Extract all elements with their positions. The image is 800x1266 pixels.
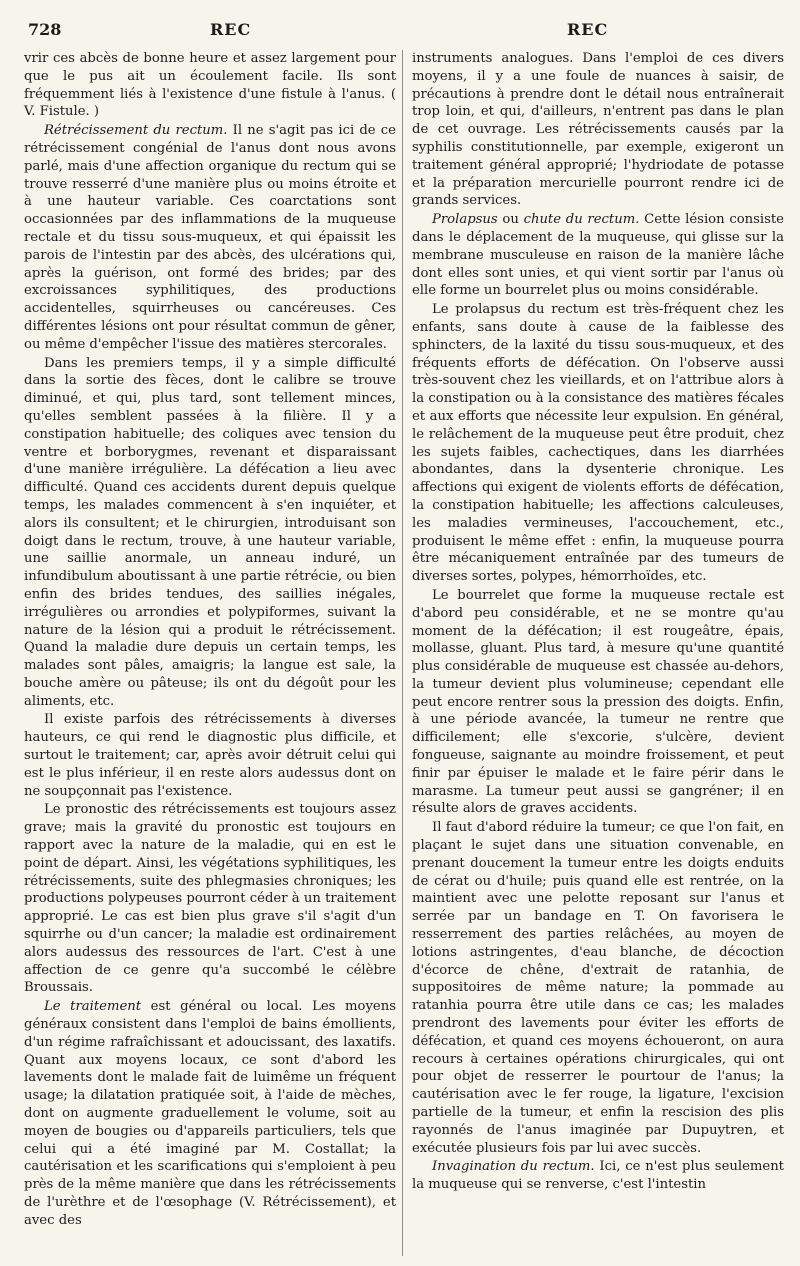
entry-heading: chute du rectum. <box>523 212 640 228</box>
entry-heading: Invagination du rectum. <box>432 1159 595 1175</box>
entry-heading: Le traitement <box>44 999 142 1015</box>
paragraph: vrir ces abcès de bonne heure et assez largement pour que le pus ait un écoulement facile. Ils sont fréquemment liés à l'existence d'une fistule à l'anus. ( V. Fistule. ) <box>24 51 396 120</box>
right-column <box>412 50 784 1194</box>
paragraph: Prolapsus ou chute du rectum. Cette lésion consiste dans le déplacement de la muqueuse, qui glisse sur la membrane musculeuse en raison de la manière lâche dont elles sont unies, et qui vient sortir par l'anus où elle forme un bourrelet plus ou moins considérable. <box>412 212 784 299</box>
entry-heading: Prolapsus <box>432 212 498 228</box>
column-divider <box>402 50 403 1256</box>
paragraph: Le bourrelet que forme la muqueuse rectale est d'abord peu considérable, et ne se montre qu'au moment de la défécation; il est rougeâtre, épais, mollasse, gluant. Plus tard, à mesure qu'une quantité plus considérable de muqueuse est chassée au-dehors, la tumeur devient plus volumineuse; cependant elle peut encore rentrer sous la pression des doigts. Enfin, à une période avancée, la tumeur ne rentre que difficilement; elle s'excorie, s'ulcère, devient fongueuse, saignante au moindre froissement, et peut finir par épuiser le malade et le faire périr dans le marasme. La tumeur peut aussi se gangréner; il en résulte alors de graves accidents. <box>412 587 784 817</box>
page-number: 728 <box>28 20 62 39</box>
paragraph: Le pronostic des rétrécissements est toujours assez grave; mais la gravité du pronostic est toujours en rapport avec la nature de la maladie, qui en est le point de départ. Ainsi, les végétations syphilitiques, les rétrécissements, suite des phlegmasies chroniques; les productions polypeuses pourront céder à un traitement approprié. Le cas est bien plus grave s'il s'agit d'un squirrhe ou d'un cancer; la maladie est ordinairement alors audessus des ressources de l'art. C'est à une affection de ce genre qu'a succombé le célèbre Broussais. <box>24 802 396 996</box>
paragraph: Rétrécissement du rectum. Il ne s'agit pas ici de ce rétrécissement congénial de l'anus dont nous avons parlé, mais d'une affection organique du rectum qui se trouve resserré d'une manière plus ou moins étroite et à une hauteur variable. Ces coarctations sont occasionnées par des inflammations de la muqueuse rectale et du tissu sous-muqueux, et qui épaissit les parois de l'intestin par des abcès, des ulcérations qui, après la guérison, ont formé des brides; par des excroissances syphilitiques, des productions accidentelles, squirrheuses ou cancéreuses. Ces différentes lésions ont pour résultat commun de gêner, ou même d'empêcher l'issue des matières stercorales. <box>24 123 396 352</box>
page-header <box>0 20 800 44</box>
left-column <box>24 50 396 1230</box>
entry-heading: Rétrécissement du rectum. <box>44 123 228 139</box>
paragraph: Il existe parfois des rétrécissements à diverses hauteurs, ce qui rend le diagnostic plus difficile, et surtout le traitement; car, après avoir détruit celui qui est le plus inférieur, il en reste alors audessus dont on ne soupçonnait pas l'existence. <box>24 712 396 799</box>
paragraph: Invagination du rectum. Ici, ce n'est plus seulement la muqueuse qui se renverse, c'est l'intestin <box>412 1159 784 1193</box>
paragraph: Le prolapsus du rectum est très-fréquent chez les enfants, sans doute à cause de la faiblesse des sphincters, de la laxité du tissu sous-muqueux, et des fréquents efforts de défécation. On l'observe aussi très-souvent chez les vieillards, et on l'attribue alors à la constipation ou à la consistance des matières fécales et aux efforts que nécessite leur expulsion. En général, le relâchement de la muqueuse peut être produit, chez les sujets faibles, cachectiques, dans les diarrhées abondantes, dans la dysenterie chronique. Les affections qui exigent de violents efforts de défécation, la constipation habituelle; les affections calculeuses, les maladies vermineuses, l'accouchement, etc., produisent le même effet : enfin, la muqueuse pourra être mécaniquement entraînée par des tumeurs de diverses sortes, polypes, hémorrhoïdes, etc. <box>412 302 784 585</box>
paragraph: Il faut d'abord réduire la tumeur; ce que l'on fait, en plaçant le sujet dans une situation convenable, en prenant doucement la tumeur entre les doigts enduits de cérat ou d'huile; puis quand elle est rentrée, on la maintient avec une pelotte reposant sur l'anus et serrée par un bandage en T. On favorisera le resserrement des parties relâchées, au moyen de lotions astringentes, d'eau blanche, de décoction d'écorce de chêne, d'extrait de ratanhia, de suppositoires de même nature; la pommade au ratanhia pourra être utile dans ce cas; les malades prendront des lavements pour éviter les efforts de défécation, et quand ces moyens échoueront, on aura recours à certaines opérations chirurgicales, qui ont pour objet de resserrer le pourtour de l'anus; la cautérisation avec le fer rouge, la ligature, l'excision partielle de la tumeur, et enfin la rescision des plis rayonnés de l'anus imaginée par Dupuytren, et exécutée plusieurs fois par lui avec succès. <box>412 820 784 1156</box>
running-head-left: REC <box>210 20 252 39</box>
paragraph: Le traitement est général ou local. Les moyens généraux consistent dans l'emploi de bains émollients, d'un régime rafraîchissant et adoucissant, des laxatifs. Quant aux moyens locaux, ce sont d'abord les lavements dont le malade fait de luimême un fréquent usage; la dilatation pratiquée soit, à l'aide de mèches, dont on augmente graduellement le volume, soit au moyen de bougies ou d'appareils particuliers, tels que celui qui a été imaginé par M. Costallat; la cautérisation et les scarifications qui s'emploient à peu près de la même manière que dans les rétrécissements de l'urèthre et de l'œsophage (V. Rétrécissement), et avec des <box>24 999 396 1228</box>
running-head-right: REC <box>567 20 609 39</box>
paragraph: Dans les premiers temps, il y a simple difficulté dans la sortie des fèces, dont le calibre se trouve diminué, et qui, plus tard, sont tellement minces, qu'elles semblent passées à la filière. Il y a constipation habituelle; des coliques avec tension du ventre et borborygmes, revenant et disparaissant d'une manière irrégulière. La défécation a lieu avec difficulté. Quand ces accidents durent depuis quelque temps, les malades commencent à s'en inquiéter, et alors ils consultent; et le chirurgien, introduisant son doigt dans le rectum, trouve, à une hauteur variable, une saillie anormale, un anneau induré, un infundibulum aboutissant à une partie rétrécie, ou bien enfin des brides tendues, des saillies inégales, irrégulières ou arrondies et polypiformes, suivant la nature de la lésion qui a produit le rétrécissement. Quand la maladie dure depuis un certain temps, les malades sont pâles, amaigris; la langue est sale, la bouche amère ou pâteuse; ils ont du dégoût pour les aliments, etc. <box>24 355 396 709</box>
paragraph: instruments analogues. Dans l'emploi de ces divers moyens, il y a une foule de nuances à saisir, de précautions à prendre dont le détail nous entraînerait trop loin, et qui, d'ailleurs, n'entrent pas dans le plan de cet ouvrage. Les rétrécissements causés par la syphilis constitutionnelle, par exemple, exigeront un traitement général approprié; l'hydriodate de potasse et la préparation mercurielle pourront rendre ici de grands services. <box>412 51 784 209</box>
